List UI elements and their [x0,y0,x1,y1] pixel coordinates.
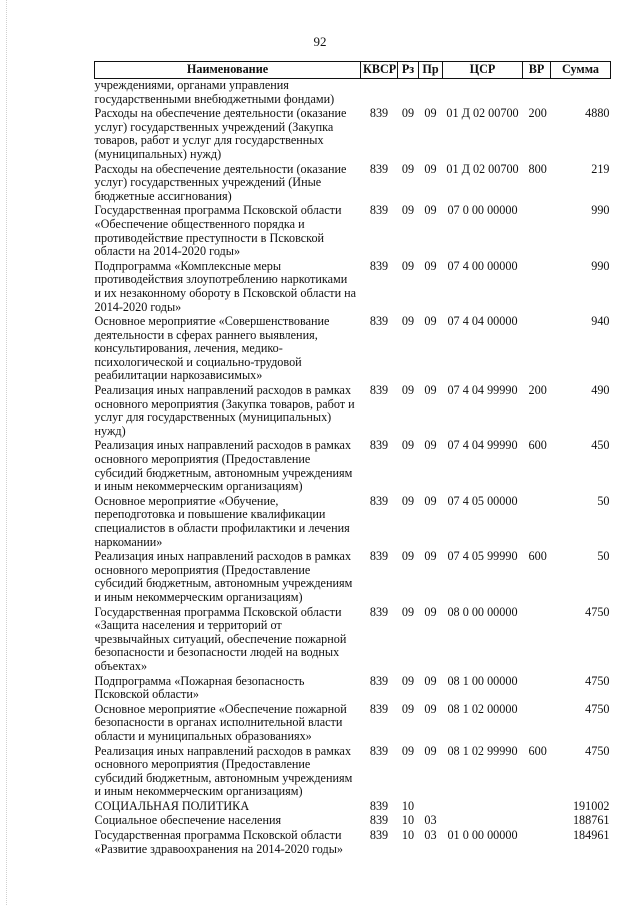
column-header-kvsr: КВСР [361,62,398,79]
cell-vr: 200 [528,106,547,121]
cell-rz: 09 [401,438,415,453]
cell-sum: 184961 [572,828,610,843]
table-row [95,259,611,314]
cell-kvsr: 839 [369,673,389,688]
cell-name: Основное мероприятие «Обеспечение пожарной безопасности в органах исполнительной власти области и муниципальных образованиях» [94,701,347,743]
cell-name: Реализация иных направлений расходов в рамках основного мероприятия (Закупка товаров, работ и услуг для государственных (муниципальных) нужд) [94,383,355,438]
cell-pr: 09 [424,106,437,121]
cell-pr: 09 [424,673,437,688]
cell-sum: 490 [591,383,610,398]
cell-vr [523,314,551,383]
cell-name: Государственная программа Псковской области «Обеспечение общественного порядка и противодействие преступности в Псковской области на 2014-2020 годы» [94,203,342,259]
cell-rz: 09 [401,258,415,273]
table-row [95,702,611,744]
cell-rz: 09 [401,604,415,619]
cell-pr: 09 [424,314,437,329]
cell-sum: 450 [591,438,610,453]
cell-pr: 09 [424,203,437,218]
cell-vr [523,702,551,744]
cell-vr: 800 [528,161,547,176]
table-row [95,605,611,674]
cell-vr: 600 [528,549,547,564]
cell-csr: 08 0 00 00000 [447,604,518,619]
cell-name: Подпрограмма «Комплексные меры противодействия злоупотреблению наркотиками и их незаконному обороту в Псковской области на 2014-2020 годы» [94,258,357,314]
cell-rz: 09 [401,701,415,716]
cell-sum: 4750 [585,673,610,688]
cell-csr [443,813,523,828]
cell-pr: 09 [424,258,437,273]
table-row [95,106,611,161]
cell-pr: 09 [424,161,437,176]
table-row [95,813,611,828]
cell-kvsr: 839 [369,798,389,813]
cell-csr: 07 4 04 00000 [447,314,518,329]
table-header [95,62,611,79]
header-row [95,62,611,79]
cell-rz: 09 [401,743,415,758]
budget-table [94,61,611,856]
cell-csr: 08 1 02 99990 [447,743,518,758]
cell-kvsr: 839 [369,203,389,218]
table-row [95,314,611,383]
cell-csr: 01 0 00 00000 [447,828,518,843]
table-row [95,828,611,856]
cell-name: Реализация иных направлений расходов в рамках основного мероприятия (Предоставление субсидий бюджетным, автономным учреждениям и иным некоммерческим организациям) [94,549,353,604]
column-header-pr: Пр [419,62,443,79]
cell-sum: 191002 [572,798,610,813]
cell-pr: 09 [424,604,437,619]
cell-vr [523,605,551,674]
cell-kvsr: 839 [369,604,389,619]
column-header-vr: ВР [523,62,551,79]
cell-name: Основное мероприятие «Совершенствование деятельности в сферах раннего выявления, консультирования, лечения, медико-психологической и социально-трудовой реабилитации наркозависимых» [94,314,330,383]
cell-name: Расходы на обеспечение деятельности (оказание услуг) государственных учреждений (Закупка товаров, работ и услуг для государственных (муниципальных) нужд) [94,106,347,161]
cell-name: Государственная программа Псковской области «Защита населения и территорий от чрезвычайных ситуаций, обеспечение пожарной безопасности и безопасности людей на водных объектах» [94,604,347,673]
table-row [95,162,611,204]
cell-name: Реализация иных направлений расходов в рамках основного мероприятия (Предоставление субсидий бюджетным, автономным учреждениям и иным некоммерческим организациям) [94,743,353,799]
cell-kvsr [361,79,398,107]
cell-pr: 09 [424,701,437,716]
cell-name: Государственная программа Псковской области «Развитие здравоохранения на 2014-2020 годы» [94,828,344,856]
column-header-sum: Сумма [551,62,611,79]
cell-name: Основное мероприятие «Обучение, переподготовка и повышение квалификации специалистов в области профилактики и лечения наркомании» [94,493,350,549]
table-row [95,438,611,493]
cell-csr: 07 0 00 00000 [447,203,518,218]
cell-pr [419,799,443,814]
table-row [95,799,611,814]
cell-csr: 08 1 00 00000 [447,673,518,688]
cell-pr: 03 [424,828,437,843]
cell-sum [551,79,611,107]
cell-sum: 940 [591,314,610,329]
cell-vr [523,203,551,258]
cell-sum: 50 [597,549,610,564]
cell-pr [419,79,443,107]
page-number: 92 [313,34,327,49]
cell-vr [523,494,551,549]
cell-vr [523,674,551,702]
cell-pr: 09 [424,383,437,398]
cell-csr: 07 4 05 00000 [447,493,518,508]
table-row [95,674,611,702]
cell-rz [398,79,419,107]
cell-vr [523,813,551,828]
cell-rz: 09 [401,383,415,398]
cell-sum: 50 [597,493,610,508]
cell-pr: 09 [424,743,437,758]
cell-sum: 188761 [572,813,610,828]
table-row [95,203,611,258]
cell-name: Реализация иных направлений расходов в рамках основного мероприятия (Предоставление субсидий бюджетным, автономным учреждениям и иным некоммерческим организациям) [94,438,353,494]
cell-rz: 09 [401,549,415,564]
cell-rz: 09 [401,673,415,688]
column-header-rz: Рз [398,62,419,79]
cell-rz: 10 [401,798,415,813]
cell-kvsr: 839 [369,743,389,758]
cell-sum: 4750 [585,701,610,716]
cell-kvsr: 839 [369,161,389,176]
cell-sum: 4880 [585,106,610,121]
cell-kvsr: 839 [369,258,389,273]
cell-vr [523,79,551,107]
cell-kvsr: 839 [369,701,389,716]
table-body [95,79,611,857]
cell-name: Подпрограмма «Пожарная безопасность Псковской области» [94,673,305,702]
cell-csr: 07 4 04 99990 [447,438,518,453]
table-row [95,383,611,438]
cell-rz: 09 [401,493,415,508]
cell-csr: 07 4 00 00000 [447,258,518,273]
page-edge-line [6,0,7,905]
cell-csr: 08 1 02 00000 [447,701,518,716]
cell-kvsr: 839 [369,314,389,329]
cell-name: Расходы на обеспечение деятельности (оказание услуг) государственных учреждений (Иные бюджетные ассигнования) [94,161,347,203]
cell-csr [443,799,523,814]
cell-sum: 990 [591,258,610,273]
column-header-name: Наименование [95,62,361,79]
cell-pr: 09 [424,549,437,564]
cell-rz: 09 [401,314,415,329]
cell-vr: 600 [528,438,547,453]
cell-pr: 03 [424,813,437,828]
cell-rz: 10 [401,828,415,843]
cell-sum: 4750 [585,743,610,758]
cell-kvsr: 839 [369,549,389,564]
cell-kvsr: 839 [369,828,389,843]
cell-kvsr: 839 [369,383,389,398]
table-row [95,494,611,549]
cell-pr: 09 [424,493,437,508]
cell-name: Социальное обеспечение населения [94,813,282,828]
table-row [95,744,611,799]
cell-pr: 09 [424,438,437,453]
cell-rz: 09 [401,161,415,176]
cell-kvsr: 839 [369,813,389,828]
cell-rz: 09 [401,203,415,218]
cell-vr [523,828,551,856]
cell-sum: 4750 [585,604,610,619]
cell-csr: 01 Д 02 00700 [446,106,519,121]
cell-csr: 07 4 05 99990 [447,549,518,564]
cell-csr: 01 Д 02 00700 [446,161,519,176]
cell-sum: 990 [591,203,610,218]
cell-csr [443,79,523,107]
cell-rz: 10 [401,813,415,828]
cell-name: СОЦИАЛЬНАЯ ПОЛИТИКА [94,798,250,813]
cell-sum: 219 [591,161,610,176]
cell-kvsr: 839 [369,438,389,453]
cell-csr: 07 4 04 99990 [447,383,518,398]
table-row [95,549,611,604]
cell-name: учреждениями, органами управления государственными внебюджетными фондами) [94,78,335,106]
cell-rz: 09 [401,106,415,121]
cell-vr [523,259,551,314]
cell-kvsr: 839 [369,493,389,508]
cell-vr: 600 [528,743,547,758]
column-header-csr: ЦСР [443,62,523,79]
cell-kvsr: 839 [369,106,389,121]
cell-vr: 200 [528,383,547,398]
table-row [95,79,611,107]
cell-vr [523,799,551,814]
